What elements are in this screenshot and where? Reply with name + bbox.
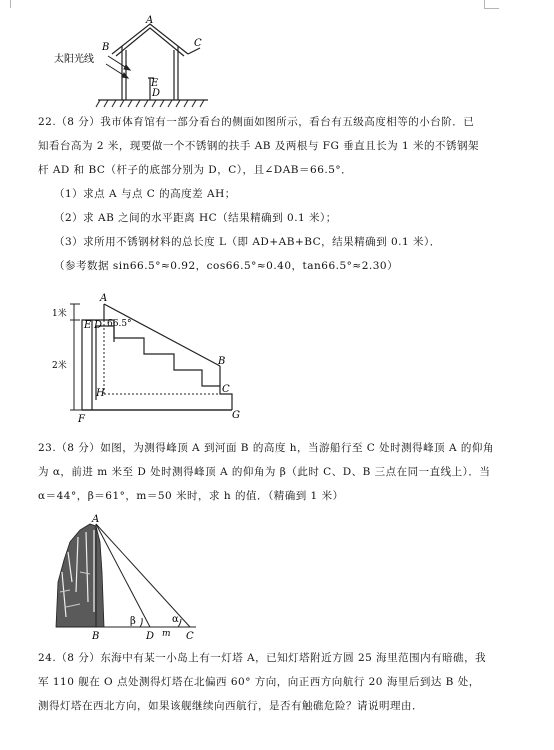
label-C: C bbox=[194, 38, 202, 49]
figure-q21-house bbox=[50, 12, 230, 112]
question-22 bbox=[38, 110, 524, 278]
label-G: G bbox=[232, 410, 240, 421]
label-C: C bbox=[222, 384, 230, 395]
q24-line-3: 测得灯塔在西北方向，如果该舰继续向西航行，是否有触礁危险？请说明理由． bbox=[38, 700, 423, 712]
crop-mark-top-left bbox=[10, 0, 11, 8]
label-B: B bbox=[92, 631, 100, 642]
label-D: D bbox=[146, 631, 155, 642]
label-one-meter: 1米 bbox=[52, 309, 67, 319]
q23-line-3: α＝44°，β＝61°，m＝50 米时，求 h 的值．（精确到 1 米） bbox=[38, 490, 344, 502]
figure-q23-peak bbox=[50, 512, 210, 640]
label-two-meters: 2米 bbox=[52, 361, 67, 371]
label-sun-rays: 太阳光线 bbox=[54, 54, 94, 65]
q23-line-1: 23.（8 分）如图，为测得峰顶 A 到河面 B 的高度 h，当游船行至 C 处时测得峰顶 A 的仰角 bbox=[38, 442, 494, 454]
q24-line-1: 24.（8 分）东海中有某一小岛上有一灯塔 A，已知灯塔附近方圆 25 海里范围内有暗礁，我 bbox=[38, 652, 487, 664]
ground-hatching bbox=[96, 100, 204, 107]
label-C: C bbox=[186, 631, 194, 642]
label-A: A bbox=[146, 15, 154, 26]
label-B: B bbox=[218, 356, 226, 367]
label-E: E bbox=[84, 320, 92, 331]
figure-q22-stands bbox=[52, 290, 252, 430]
label-m: m bbox=[162, 629, 171, 639]
mountain bbox=[56, 524, 104, 627]
label-D: D bbox=[94, 320, 103, 331]
label-beta: β bbox=[130, 616, 136, 627]
label-alpha: α bbox=[172, 614, 179, 625]
question-23 bbox=[38, 436, 524, 508]
q22-line-1: 22.（8 分）我市体育馆有一部分看台的侧面如图所示，看台有五级高度相等的小台阶．已 bbox=[38, 116, 475, 128]
q22-reference-data: （参考数据 sin66.5°≈0.92，cos66.5°≈0.40，tan66.5°≈2.30） bbox=[54, 260, 399, 272]
q22-line-3: 杆 AD 和 BC（杆子的底部分别为 D，C），且∠DAB＝66.5°． bbox=[38, 164, 353, 176]
label-B: B bbox=[102, 42, 110, 53]
label-E: E bbox=[151, 78, 159, 89]
label-angle: 66.5° bbox=[107, 319, 132, 329]
dimension-marks bbox=[70, 304, 82, 410]
label-A: A bbox=[92, 514, 100, 525]
q22-line-2: 知看台高为 2 米，现要做一个不锈钢的扶手 AB 及两根与 FG 垂直且长为 1 米的不锈钢架 bbox=[38, 140, 480, 152]
q22-sub-2: （2）求 AB 之间的水平距离 HC（结果精确到 0.1 米）； bbox=[54, 212, 337, 224]
label-D: D bbox=[152, 88, 161, 99]
q23-line-2: 为 α，前进 m 米至 D 处时测得峰顶 A 的仰角为 β（此时 C、D、B 三点在同一直线上）．当 bbox=[38, 466, 491, 478]
label-F: F bbox=[78, 414, 85, 425]
q22-sub-3: （3）求所用不锈钢材料的总长度 L（即 AD+AB+BC，结果精确到 0.1 米）． bbox=[54, 236, 441, 248]
label-H: H bbox=[96, 388, 105, 399]
q22-sub-1: （1）求点 A 与点 C 的高度差 AH； bbox=[54, 188, 236, 200]
q24-line-2: 军 110 舰在 O 点处测得灯塔在北偏西 60° 方向，向正西方向航行 20 海里后到达 B 处， bbox=[38, 676, 480, 688]
label-A: A bbox=[100, 293, 108, 304]
question-24 bbox=[38, 646, 524, 718]
crop-mark-top-right bbox=[484, 0, 499, 9]
